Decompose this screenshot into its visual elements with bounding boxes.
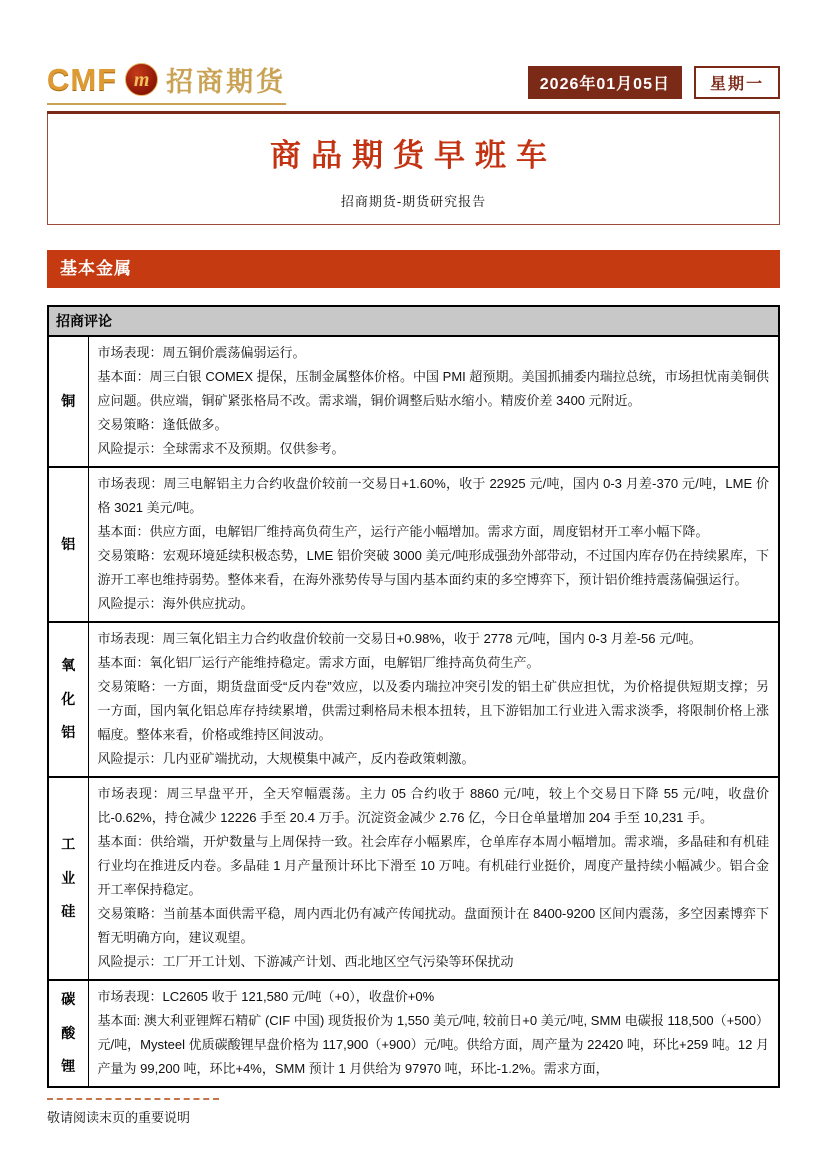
page-subtitle: 招商期货-期货研究报告 <box>340 194 487 209</box>
risk-warning: 风险提示：工厂开工计划、下游减产计划、西北地区空气污染等环保扰动 <box>97 954 514 969</box>
market-performance: 市场表现：周五铜价震荡偏弱运行。 <box>97 345 306 360</box>
row-label-lithium-carbonate <box>48 980 88 1087</box>
masthead <box>47 114 780 225</box>
row-label-alumina <box>48 622 88 777</box>
company-name: 招商期货 <box>166 67 287 97</box>
row-label-text: 工业硅 <box>61 836 76 920</box>
market-performance: 市场表现：LC2605 收于 121,580 元/吨（+0），收盘价+0% <box>97 989 435 1004</box>
row-label-copper <box>48 336 88 467</box>
weekday-badge: 星期一 <box>694 66 780 99</box>
row-label-text: 碳酸锂 <box>61 991 76 1075</box>
market-performance: 市场表现：周三电解铝主力合约收盘价较前一交易日+1.60%，收于 22925 元/吨，国内 0-3 月差-370 元/吨，LME 价格 3021 美元/吨。 <box>97 476 769 515</box>
fundamentals: 基本面：氧化铝厂运行产能维持稳定。需求方面，电解铝厂维持高负荷生产。 <box>97 655 540 670</box>
cmf-logo <box>47 60 286 105</box>
table-row-lithium-carbonate <box>48 980 779 1087</box>
cmf-logo-icon <box>125 63 158 96</box>
trading-strategy: 交易策略：宏观环境延续积极态势，LME 铝价突破 3000 美元/吨形成强劲外部带动，不过国内库存仍在持续累库，下游开工率也维持弱势。整体来看，在海外涨势传导与国内基本面约束的多空博弈下，预计铝价维持震荡偏强运行。 <box>97 548 769 587</box>
header-badges <box>528 66 780 99</box>
cmf-logo-mark: m <box>133 68 150 91</box>
date-badge: 2026年01月05日 <box>528 66 682 99</box>
table-row-aluminum <box>48 467 779 622</box>
table-row-alumina <box>48 622 779 777</box>
row-label-industrial-silicon <box>48 777 88 980</box>
row-content-industrial-silicon <box>88 777 779 980</box>
section-header-base-metals: 基本金属 <box>47 250 780 288</box>
page-title: 商品期货早班车 <box>270 138 557 173</box>
page-footer <box>47 1098 780 1126</box>
fundamentals: 基本面：供给端，开炉数量与上周保持一致。社会库存小幅累库，仓单库存本周小幅增加。需求端，多晶硅和有机硅行业均在推进反内卷。多晶硅 1 月产量预计环比下滑至 10 万吨。有机硅行业挺价，周度产量持续小幅减少。铝合金开工率保持稳定。 <box>97 834 769 897</box>
fundamentals: 基本面：周三白银 COMEX 提保，压制金属整体价格。中国 PMI 超预期。美国抓捕委内瑞拉总统，市场担忧南美铜供应问题。供应端，铜矿紧张格局不改。需求端，铜价调整后贴水缩小。精废价差 3400 元附近。 <box>97 369 769 408</box>
table-header-row <box>48 306 779 336</box>
footer-divider <box>47 1098 219 1100</box>
fundamentals: 基本面: 澳大利亚锂辉石精矿 (CIF 中国) 现货报价为 1,550 美元/吨, 较前日+0 美元/吨, SMM 电碳报 118,500（+500）元/吨，Mysteel 优质碳酸锂早盘价格为 117,900（+900）元/吨。供给方面，周产量为 22420 吨，环比+259 吨。12 月产量为 99,200 吨，环比+4%，SMM 预计 1 月供给为 97970 吨，环比-1.2%。需求方面， <box>97 1013 769 1076</box>
risk-warning: 风险提示：海外供应扰动。 <box>97 596 254 611</box>
comments-table <box>47 305 780 1088</box>
row-content-lithium-carbonate <box>88 980 779 1087</box>
row-content-aluminum <box>88 467 779 622</box>
market-performance: 市场表现：周三氧化铝主力合约收盘价较前一交易日+0.98%，收于 2778 元/吨，国内 0-3 月差-56 元/吨。 <box>97 631 702 646</box>
cmf-logo-text: CMF <box>47 61 118 97</box>
market-performance: 市场表现：周三早盘平开，全天窄幅震荡。主力 05 合约收于 8860 元/吨，较上个交易日下降 55 元/吨，收盘价比-0.62%，持仓减少 12226 手至 20.4 万手。沉淀资金减少 2.76 亿，今日仓单量增加 204 手至 10,231 手。 <box>97 786 769 825</box>
risk-warning: 风险提示：几内亚矿端扰动，大规模集中减产，反内卷政策刺激。 <box>97 751 475 766</box>
footer-disclaimer: 敬请阅读末页的重要说明 <box>47 1110 191 1125</box>
trading-strategy: 交易策略：逢低做多。 <box>97 417 228 432</box>
risk-warning: 风险提示：全球需求不及预期。仅供参考。 <box>97 441 345 456</box>
row-content-copper <box>88 336 779 467</box>
row-label-aluminum <box>48 467 88 622</box>
row-label-text: 铝 <box>61 535 76 552</box>
row-content-alumina <box>88 622 779 777</box>
table-row-industrial-silicon <box>48 777 779 980</box>
trading-strategy: 交易策略：一方面，期货盘面受“反内卷”效应，以及委内瑞拉冲突引发的铝土矿供应担忧，为价格提供短期支撑；另一方面，国内氧化铝总库存持续累增，供需过剩格局未根本扭转，且下游铝加工行业进入需求淡季，将限制价格上涨幅度。整体来看，价格或维持区间波动。 <box>97 679 769 742</box>
trading-strategy: 交易策略：当前基本面供需平稳，周内西北仍有减产传闻扰动。盘面预计在 8400-9200 区间内震荡，多空因素博弈下暂无明确方向，建议观望。 <box>97 906 769 945</box>
row-label-text: 铜 <box>61 392 76 409</box>
row-label-text: 氧化铝 <box>61 657 76 741</box>
table-row-copper <box>48 336 779 467</box>
table-header-label: 招商评论 <box>48 306 779 336</box>
page-header <box>47 60 780 114</box>
fundamentals: 基本面：供应方面，电解铝厂维持高负荷生产，运行产能小幅增加。需求方面，周度铝材开工率小幅下降。 <box>97 524 709 539</box>
